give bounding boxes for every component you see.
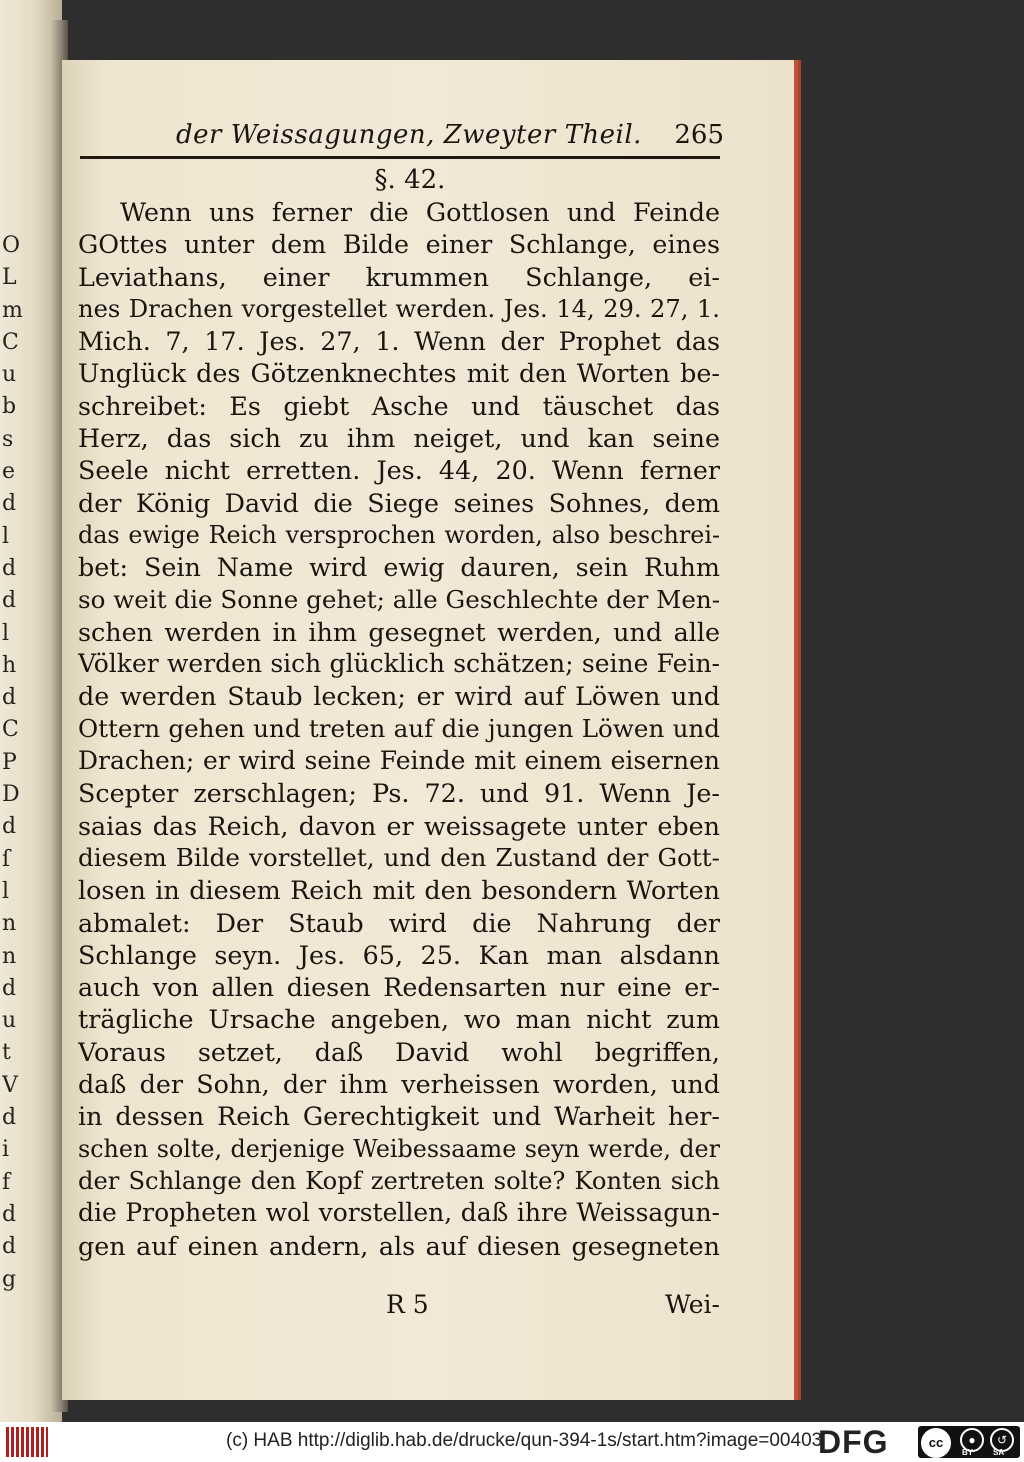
text-line: Unglück des Götzenknechtes mit den Worten be-	[78, 358, 720, 389]
text-line: Wenn uns ferner die Gottlosen und Feinde	[120, 197, 720, 227]
previous-page-fragment: d	[2, 1234, 17, 1260]
previous-page-fragment: V	[2, 1072, 18, 1098]
previous-page-fragment: s	[2, 426, 14, 452]
text-line: abmalet: Der Staub wird die Nahrung der	[78, 907, 720, 938]
previous-page-fragment: l	[2, 878, 10, 904]
previous-page-fragment: b	[2, 394, 17, 420]
text-line: GOttes unter dem Bilde einer Schlange, eines	[78, 229, 720, 260]
previous-page-fragment: d	[2, 685, 17, 711]
previous-page-fragment: d	[2, 975, 17, 1001]
previous-page-fragment: l	[2, 620, 10, 646]
by-label: BY	[962, 1448, 974, 1457]
previous-page-fragment: d	[2, 1201, 17, 1227]
text-line: Leviathans, einer krummen Schlange, ei-	[78, 261, 720, 292]
text-line: saias das Reich, davon er weissagete unter eben	[78, 810, 720, 841]
previous-page-fragment: n	[2, 911, 17, 937]
text-line: das ewige Reich versprochen worden, also beschrei-	[78, 520, 720, 549]
previous-page-fragment: l	[2, 523, 10, 549]
cc-icon: cc	[921, 1428, 951, 1458]
previous-page-fragment: d	[2, 555, 17, 581]
running-title: der Weissagungen, Zweyter Theil.	[176, 120, 642, 150]
previous-page-fragment: C	[2, 717, 19, 743]
text-line: schen werden in ihm gesegnet werden, und alle	[78, 616, 720, 647]
text-line: de werden Staub lecken; er wird auf Löwen und	[78, 681, 720, 712]
text-line: daß der Sohn, der ihm verheissen worden, und	[78, 1069, 720, 1100]
header-rule	[80, 156, 720, 159]
dfg-logo: DFG	[818, 1424, 889, 1460]
text-line: gen auf einen andern, als auf diesen gesegneten	[78, 1230, 720, 1261]
text-line: schen solte, derjenige Weibessaame seyn werde, der	[78, 1134, 720, 1163]
text-line: Seele nicht erretten. Jes. 44, 20. Wenn ferner	[78, 455, 720, 486]
cc-license-badge[interactable]	[918, 1426, 1020, 1458]
previous-page-fragments	[2, 230, 26, 1296]
text-line: Drachen; er wird seine Feinde mit einem eisernen	[78, 746, 720, 776]
previous-page-fragment: d	[2, 588, 17, 614]
previous-page-fragment: ſ	[2, 846, 11, 872]
page-header	[84, 120, 724, 154]
previous-page-fragment: P	[2, 749, 17, 775]
copyright-link[interactable]: (c) HAB http://diglib.hab.de/drucke/qun-394-1s/start.htm?image=00403	[226, 1430, 823, 1451]
previous-page-fragment: h	[2, 652, 17, 678]
text-line: so weit die Sonne gehet; alle Geschlechte der Men-	[78, 584, 720, 614]
text-line: trägliche Ursache angeben, wo man nicht zum	[78, 1004, 720, 1035]
text-line: nes Drachen vorgestellet werden. Jes. 14, 29. 27, 1.	[78, 294, 720, 323]
previous-page-fragment: D	[2, 782, 20, 808]
catchword: Wei-	[665, 1290, 720, 1319]
text-line: auch von allen diesen Redensarten nur eine er-	[78, 972, 720, 1003]
text-line: Herz, das sich zu ihm neiget, und kan seine	[78, 423, 720, 454]
text-line: Mich. 7, 17. Jes. 27, 1. Wenn der Prophet das	[78, 326, 720, 357]
previous-page-fragment: e	[2, 459, 16, 485]
page-number: 265	[674, 120, 724, 150]
page-footer	[80, 1290, 720, 1322]
text-line: Schlange seyn. Jes. 65, 25. Kan man alsdann	[78, 939, 720, 970]
text-line: schreibet: Es giebt Asche und täuschet das	[78, 390, 720, 421]
previous-page-fragment: i	[2, 1137, 10, 1163]
body-text	[78, 196, 720, 1262]
previous-page-fragment: m	[2, 297, 23, 323]
text-line: der König David die Siege seines Sohnes, dem	[78, 487, 720, 518]
text-line: der Schlange den Kopf zertreten solte? Konten sich	[78, 1166, 720, 1195]
previous-page-fragment: n	[2, 943, 17, 969]
previous-page-fragment: u	[2, 1008, 17, 1034]
section-number: §. 42.	[374, 165, 446, 195]
text-line: losen in diesem Reich mit den besondern Worten	[78, 875, 720, 906]
previous-page-fragment: t	[2, 1040, 11, 1066]
sa-label: SA	[993, 1448, 1005, 1457]
text-line: diesem Bilde vorstellet, und den Zustand der Gott-	[78, 842, 720, 872]
text-line: die Propheten wol vorstellen, daß ihre Weissagun-	[78, 1198, 720, 1228]
hab-barcode-icon	[6, 1427, 48, 1457]
signature-mark: R 5	[386, 1290, 429, 1319]
text-line: bet: Sein Name wird ewig dauren, sein Ruhm	[78, 552, 720, 583]
previous-page-fragment: u	[2, 362, 17, 388]
previous-page-fragment: O	[2, 233, 21, 258]
previous-page-fragment: d	[2, 814, 17, 840]
text-line: Ottern gehen und treten auf die jungen Löwen und	[78, 713, 720, 743]
text-line: Völker werden sich glücklich schätzen; seine Fein-	[78, 649, 720, 679]
previous-page-fragment: f	[2, 1169, 11, 1195]
previous-page-fragment: g	[2, 1266, 17, 1292]
share-alike-icon: ↺	[990, 1428, 1014, 1452]
attribution-icon: ●	[960, 1428, 984, 1452]
previous-page-fragment: L	[2, 265, 17, 291]
text-line: in dessen Reich Gerechtigkeit und Warheit her-	[78, 1101, 720, 1132]
text-line: Scepter zerschlagen; Ps. 72. und 91. Wenn Je-	[78, 778, 720, 809]
previous-page-fragment: d	[2, 491, 17, 517]
previous-page-fragment: C	[2, 329, 19, 355]
previous-page-fragment: d	[2, 1105, 17, 1131]
text-line: Voraus setzet, daß David wohl begriffen,	[78, 1036, 720, 1067]
footer-bar	[0, 1422, 1024, 1462]
